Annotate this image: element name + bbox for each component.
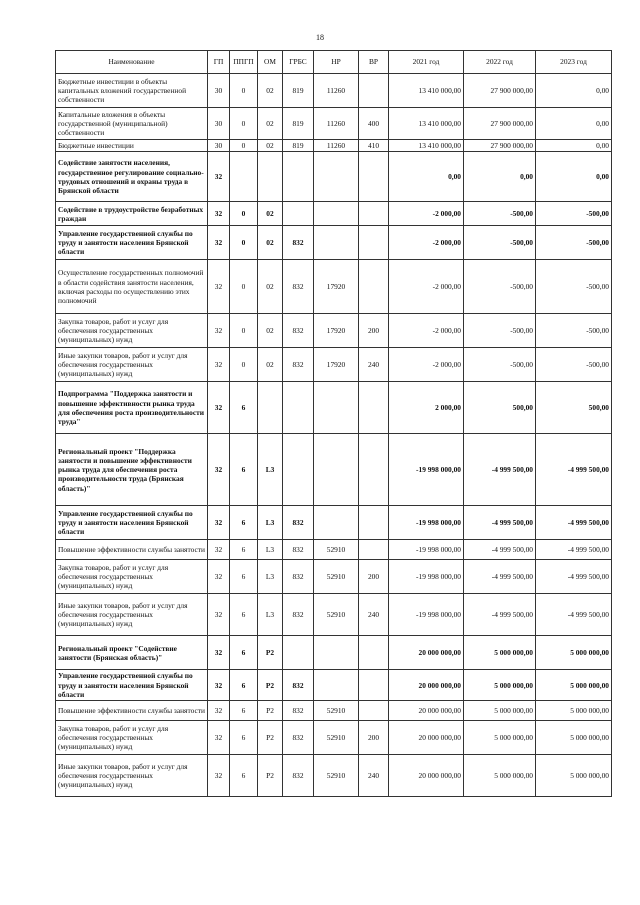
cell-2023: 5 000 000,00 xyxy=(536,636,612,670)
table-body xyxy=(56,74,612,797)
cell-grbs: 819 xyxy=(283,74,314,108)
cell-om xyxy=(258,382,283,434)
cell-grbs: 832 xyxy=(283,670,314,701)
cell-gp: 32 xyxy=(208,202,230,226)
cell-2022: 27 900 000,00 xyxy=(464,140,536,152)
cell-name: Управление государственной службы по труду и занятости населения Брянской области xyxy=(56,226,208,260)
cell-ppgp: 0 xyxy=(230,226,258,260)
cell-gp: 30 xyxy=(208,140,230,152)
cell-name: Осуществление государственных полномочий в области содействия занятости населения, включая расходы по осуществлению этих полномочий xyxy=(56,260,208,314)
cell-2023: -500,00 xyxy=(536,260,612,314)
cell-2023: 0,00 xyxy=(536,108,612,140)
cell-vr xyxy=(359,670,389,701)
cell-ppgp: 6 xyxy=(230,560,258,594)
cell-nr: 52910 xyxy=(314,701,359,721)
cell-nr: 52910 xyxy=(314,560,359,594)
cell-2022: -500,00 xyxy=(464,348,536,382)
cell-vr xyxy=(359,260,389,314)
cell-name: Повышение эффективности службы занятости xyxy=(56,540,208,560)
header-2021: 2021 год xyxy=(389,51,464,74)
cell-name: Управление государственной службы по труду и занятости населения Брянской области xyxy=(56,670,208,701)
cell-nr xyxy=(314,152,359,202)
cell-nr: 11260 xyxy=(314,74,359,108)
table-row xyxy=(56,314,612,348)
table-header-row xyxy=(56,51,612,74)
cell-ppgp: 6 xyxy=(230,594,258,636)
cell-ppgp: 0 xyxy=(230,202,258,226)
table-row xyxy=(56,108,612,140)
cell-2022: 27 900 000,00 xyxy=(464,108,536,140)
cell-vr: 200 xyxy=(359,314,389,348)
header-ppgp: ППГП xyxy=(230,51,258,74)
cell-gp: 32 xyxy=(208,670,230,701)
cell-gp: 32 xyxy=(208,701,230,721)
cell-vr xyxy=(359,434,389,506)
table-row xyxy=(56,226,612,260)
page-number: 18 xyxy=(316,33,324,42)
cell-vr: 200 xyxy=(359,560,389,594)
cell-2021: -19 998 000,00 xyxy=(389,560,464,594)
cell-om: L3 xyxy=(258,560,283,594)
cell-2021: -2 000,00 xyxy=(389,348,464,382)
cell-name: Содействие в трудоустройстве безработных граждан xyxy=(56,202,208,226)
cell-grbs: 832 xyxy=(283,226,314,260)
cell-vr xyxy=(359,152,389,202)
cell-2023: -500,00 xyxy=(536,348,612,382)
cell-om: P2 xyxy=(258,755,283,797)
table-row xyxy=(56,540,612,560)
cell-2023: 0,00 xyxy=(536,152,612,202)
table-row xyxy=(56,74,612,108)
header-2023: 2023 год xyxy=(536,51,612,74)
cell-2022: 5 000 000,00 xyxy=(464,701,536,721)
cell-gp: 32 xyxy=(208,314,230,348)
cell-gp: 32 xyxy=(208,721,230,755)
header-2022: 2022 год xyxy=(464,51,536,74)
cell-ppgp: 6 xyxy=(230,434,258,506)
cell-grbs: 832 xyxy=(283,560,314,594)
cell-gp: 32 xyxy=(208,226,230,260)
cell-ppgp: 6 xyxy=(230,701,258,721)
table-row xyxy=(56,140,612,152)
cell-2021: -2 000,00 xyxy=(389,260,464,314)
budget-table xyxy=(55,50,612,797)
cell-om: 02 xyxy=(258,74,283,108)
cell-grbs: 832 xyxy=(283,314,314,348)
cell-om: 02 xyxy=(258,108,283,140)
cell-2022: -500,00 xyxy=(464,260,536,314)
cell-gp: 32 xyxy=(208,594,230,636)
cell-2021: -19 998 000,00 xyxy=(389,506,464,540)
cell-gp: 30 xyxy=(208,74,230,108)
cell-name: Иные закупки товаров, работ и услуг для обеспечения государственных (муниципальных) нужд xyxy=(56,755,208,797)
cell-2022: 27 900 000,00 xyxy=(464,74,536,108)
cell-2023: -4 999 500,00 xyxy=(536,594,612,636)
cell-2023: 500,00 xyxy=(536,382,612,434)
cell-2023: 0,00 xyxy=(536,74,612,108)
cell-ppgp: 6 xyxy=(230,382,258,434)
cell-om: 02 xyxy=(258,314,283,348)
table-row xyxy=(56,382,612,434)
cell-grbs: 832 xyxy=(283,594,314,636)
table-row xyxy=(56,701,612,721)
table-row xyxy=(56,506,612,540)
cell-2021: 20 000 000,00 xyxy=(389,636,464,670)
cell-2023: 5 000 000,00 xyxy=(536,721,612,755)
cell-2023: -4 999 500,00 xyxy=(536,560,612,594)
cell-grbs: 832 xyxy=(283,506,314,540)
cell-vr: 410 xyxy=(359,140,389,152)
cell-2023: -500,00 xyxy=(536,226,612,260)
cell-nr: 52910 xyxy=(314,594,359,636)
cell-2023: -500,00 xyxy=(536,314,612,348)
cell-grbs: 832 xyxy=(283,701,314,721)
table-row xyxy=(56,348,612,382)
cell-nr: 52910 xyxy=(314,721,359,755)
table-row xyxy=(56,260,612,314)
cell-om: L3 xyxy=(258,594,283,636)
cell-om: 02 xyxy=(258,348,283,382)
cell-om: 02 xyxy=(258,260,283,314)
cell-om: L3 xyxy=(258,540,283,560)
cell-2021: -2 000,00 xyxy=(389,226,464,260)
cell-2023: -4 999 500,00 xyxy=(536,434,612,506)
cell-2023: 5 000 000,00 xyxy=(536,701,612,721)
cell-ppgp: 0 xyxy=(230,314,258,348)
cell-2022: -4 999 500,00 xyxy=(464,434,536,506)
cell-nr xyxy=(314,506,359,540)
cell-ppgp: 6 xyxy=(230,670,258,701)
cell-om: 02 xyxy=(258,202,283,226)
cell-gp: 32 xyxy=(208,348,230,382)
cell-ppgp: 6 xyxy=(230,540,258,560)
header-gp: ГП xyxy=(208,51,230,74)
cell-2021: 20 000 000,00 xyxy=(389,701,464,721)
table-row xyxy=(56,755,612,797)
table-row xyxy=(56,152,612,202)
cell-vr: 240 xyxy=(359,594,389,636)
cell-ppgp: 6 xyxy=(230,636,258,670)
cell-vr xyxy=(359,701,389,721)
cell-name: Капитальные вложения в объекты государственной (муниципальной) собственности xyxy=(56,108,208,140)
cell-name: Иные закупки товаров, работ и услуг для обеспечения государственных (муниципальных) нужд xyxy=(56,348,208,382)
cell-grbs xyxy=(283,152,314,202)
cell-nr xyxy=(314,226,359,260)
cell-2022: -4 999 500,00 xyxy=(464,560,536,594)
table-row xyxy=(56,594,612,636)
cell-2021: 20 000 000,00 xyxy=(389,755,464,797)
table-row xyxy=(56,670,612,701)
cell-om: L3 xyxy=(258,506,283,540)
header-grbs: ГРБС xyxy=(283,51,314,74)
cell-vr xyxy=(359,636,389,670)
cell-ppgp: 0 xyxy=(230,74,258,108)
cell-ppgp: 6 xyxy=(230,755,258,797)
cell-om: P2 xyxy=(258,636,283,670)
header-vr: ВР xyxy=(359,51,389,74)
cell-2021: 13 410 000,00 xyxy=(389,140,464,152)
cell-ppgp: 0 xyxy=(230,260,258,314)
cell-2022: -4 999 500,00 xyxy=(464,506,536,540)
cell-2022: -500,00 xyxy=(464,202,536,226)
cell-name: Повышение эффективности службы занятости xyxy=(56,701,208,721)
cell-2023: -500,00 xyxy=(536,202,612,226)
cell-nr: 52910 xyxy=(314,540,359,560)
cell-nr xyxy=(314,636,359,670)
cell-2021: -19 998 000,00 xyxy=(389,434,464,506)
cell-name: Управление государственной службы по труду и занятости населения Брянской области xyxy=(56,506,208,540)
cell-grbs: 832 xyxy=(283,348,314,382)
cell-nr: 11260 xyxy=(314,140,359,152)
cell-2022: 5 000 000,00 xyxy=(464,755,536,797)
cell-nr: 52910 xyxy=(314,755,359,797)
cell-nr: 17920 xyxy=(314,260,359,314)
cell-2023: 5 000 000,00 xyxy=(536,755,612,797)
cell-vr xyxy=(359,226,389,260)
cell-vr xyxy=(359,540,389,560)
cell-gp: 32 xyxy=(208,636,230,670)
cell-name: Закупка товаров, работ и услуг для обеспечения государственных (муниципальных) нужд xyxy=(56,314,208,348)
cell-2021: 20 000 000,00 xyxy=(389,721,464,755)
cell-2022: -500,00 xyxy=(464,226,536,260)
cell-name: Закупка товаров, работ и услуг для обеспечения государственных (муниципальных) нужд xyxy=(56,721,208,755)
cell-vr: 200 xyxy=(359,721,389,755)
cell-2022: -4 999 500,00 xyxy=(464,594,536,636)
cell-nr: 17920 xyxy=(314,314,359,348)
cell-nr: 17920 xyxy=(314,348,359,382)
cell-nr: 11260 xyxy=(314,108,359,140)
cell-2023: 0,00 xyxy=(536,140,612,152)
cell-2021: 2 000,00 xyxy=(389,382,464,434)
cell-grbs xyxy=(283,202,314,226)
cell-name: Бюджетные инвестиции в объекты капитальных вложений государственной собственности xyxy=(56,74,208,108)
cell-ppgp xyxy=(230,152,258,202)
cell-grbs xyxy=(283,434,314,506)
cell-gp: 32 xyxy=(208,506,230,540)
cell-om: P2 xyxy=(258,670,283,701)
cell-2021: 13 410 000,00 xyxy=(389,108,464,140)
cell-vr xyxy=(359,202,389,226)
cell-name: Бюджетные инвестиции xyxy=(56,140,208,152)
cell-name: Закупка товаров, работ и услуг для обеспечения государственных (муниципальных) нужд xyxy=(56,560,208,594)
cell-grbs: 832 xyxy=(283,721,314,755)
cell-vr: 240 xyxy=(359,348,389,382)
cell-vr xyxy=(359,382,389,434)
cell-2021: 20 000 000,00 xyxy=(389,670,464,701)
cell-om: P2 xyxy=(258,721,283,755)
cell-ppgp: 6 xyxy=(230,721,258,755)
cell-gp: 32 xyxy=(208,755,230,797)
table-row xyxy=(56,434,612,506)
cell-2021: 0,00 xyxy=(389,152,464,202)
table-row xyxy=(56,202,612,226)
cell-2022: 5 000 000,00 xyxy=(464,721,536,755)
cell-2021: -2 000,00 xyxy=(389,314,464,348)
cell-ppgp: 6 xyxy=(230,506,258,540)
cell-name: Подпрограмма "Поддержка занятости и повышение эффективности рынка труда для обеспечения роста производительности труда" xyxy=(56,382,208,434)
table-row xyxy=(56,721,612,755)
cell-om: P2 xyxy=(258,701,283,721)
header-nr: НР xyxy=(314,51,359,74)
cell-om: 02 xyxy=(258,226,283,260)
cell-2022: 5 000 000,00 xyxy=(464,670,536,701)
cell-om: L3 xyxy=(258,434,283,506)
cell-grbs: 832 xyxy=(283,755,314,797)
cell-nr xyxy=(314,434,359,506)
cell-grbs: 832 xyxy=(283,540,314,560)
cell-2021: 13 410 000,00 xyxy=(389,74,464,108)
cell-gp: 32 xyxy=(208,560,230,594)
cell-nr xyxy=(314,670,359,701)
cell-ppgp: 0 xyxy=(230,108,258,140)
cell-nr xyxy=(314,202,359,226)
cell-gp: 32 xyxy=(208,382,230,434)
cell-2021: -19 998 000,00 xyxy=(389,540,464,560)
cell-2023: -4 999 500,00 xyxy=(536,540,612,560)
cell-vr xyxy=(359,506,389,540)
cell-vr: 400 xyxy=(359,108,389,140)
cell-name: Иные закупки товаров, работ и услуг для обеспечения государственных (муниципальных) нужд xyxy=(56,594,208,636)
cell-grbs: 819 xyxy=(283,108,314,140)
cell-2022: 5 000 000,00 xyxy=(464,636,536,670)
table-row xyxy=(56,560,612,594)
header-name: Наименование xyxy=(56,51,208,74)
cell-ppgp: 0 xyxy=(230,348,258,382)
cell-gp: 30 xyxy=(208,108,230,140)
table-row xyxy=(56,636,612,670)
cell-2021: -19 998 000,00 xyxy=(389,594,464,636)
cell-2022: -500,00 xyxy=(464,314,536,348)
cell-vr: 240 xyxy=(359,755,389,797)
cell-gp: 32 xyxy=(208,434,230,506)
cell-2023: 5 000 000,00 xyxy=(536,670,612,701)
cell-2021: -2 000,00 xyxy=(389,202,464,226)
cell-gp: 32 xyxy=(208,260,230,314)
cell-gp: 32 xyxy=(208,152,230,202)
cell-name: Региональный проект "Поддержка занятости и повышение эффективности рынка труда для обеспечения роста производительности труда (Брянская область)" xyxy=(56,434,208,506)
cell-grbs: 832 xyxy=(283,260,314,314)
cell-om: 02 xyxy=(258,140,283,152)
cell-2023: -4 999 500,00 xyxy=(536,506,612,540)
cell-2022: 500,00 xyxy=(464,382,536,434)
cell-2022: 0,00 xyxy=(464,152,536,202)
cell-name: Содействие занятости населения, государственное регулирование социально-трудовых отношений и охраны труда в Брянской области xyxy=(56,152,208,202)
cell-vr xyxy=(359,74,389,108)
cell-name: Региональный проект "Содействие занятости (Брянская область)" xyxy=(56,636,208,670)
cell-2022: -4 999 500,00 xyxy=(464,540,536,560)
cell-grbs xyxy=(283,636,314,670)
cell-ppgp: 0 xyxy=(230,140,258,152)
cell-nr xyxy=(314,382,359,434)
cell-gp: 32 xyxy=(208,540,230,560)
cell-grbs xyxy=(283,382,314,434)
cell-om xyxy=(258,152,283,202)
cell-grbs: 819 xyxy=(283,140,314,152)
header-om: ОМ xyxy=(258,51,283,74)
